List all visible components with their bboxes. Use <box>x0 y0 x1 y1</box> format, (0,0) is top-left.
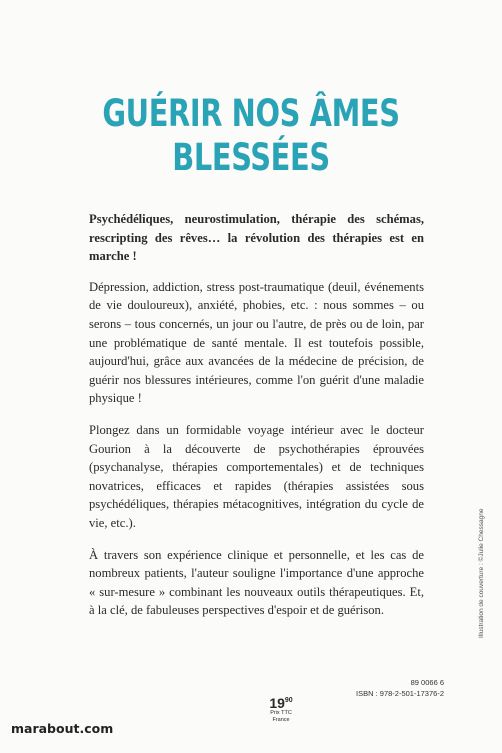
blurb-paragraph-2: Plongez dans un formidable voyage intérieur avec le docteur Gourion à la découverte de psychothérapies éprouvées (psychanalyse, thérapies comportementales) et de techniques novatrices, efficaces et rapides (thérapies assistées sous psychédéliques, thérapies métacognitives, intégration du cycle de vie, etc.). <box>89 422 424 530</box>
price-tag <box>266 694 296 724</box>
blurb-paragraph-1: Dépression, addiction, stress post-traumatique (deuil, événements de vie douloureux), anxiété, phobies, etc. : nous sommes – ou serons – tous concernés, un jour ou l'autre, de près ou de loin, par une problématique de santé mentale. Il est toutefois possible, aujourd'hui, grâce aux avancées de la médecine de précision, de guérir nos blessures intérieures, comme l'on guérit d'une maladie physique ! <box>89 279 424 406</box>
price-label-country: France <box>272 717 290 723</box>
isbn: ISBN : 978-2-501-17376-2 <box>356 689 444 698</box>
book-title-line-2: BLESSÉES <box>172 136 330 179</box>
product-code: 89 0066 6 <box>410 678 444 687</box>
price-label-ttc: Prix TTC <box>270 710 292 716</box>
price-euros: 19 <box>269 695 285 711</box>
cover-credit: Illustration de couverture : ©Julie Chessagne <box>478 508 485 638</box>
price-cents: 90 <box>284 697 293 704</box>
blurb <box>89 210 424 633</box>
blurb-lead: Psychédéliques, neurostimulation, thérapie des schémas, rescripting des rêves… la révolution des thérapies est en marche ! <box>89 212 424 264</box>
book-title-line-1: GUÉRIR NOS ÂMES <box>102 92 400 135</box>
book-title <box>55 92 447 180</box>
price-amount <box>266 694 296 710</box>
publisher-website[interactable]: marabout.com <box>11 721 114 736</box>
blurb-paragraph-3: À travers son expérience clinique et personnelle, et les cas de nombreux patients, l'auteur souligne l'importance d'une approche « sur-mesure » combinant les nouveaux outils thérapeutiques. Et, à la clé, de fabuleuses perspectives d'espoir et de guérison. <box>89 547 424 618</box>
book-codes <box>356 677 444 699</box>
